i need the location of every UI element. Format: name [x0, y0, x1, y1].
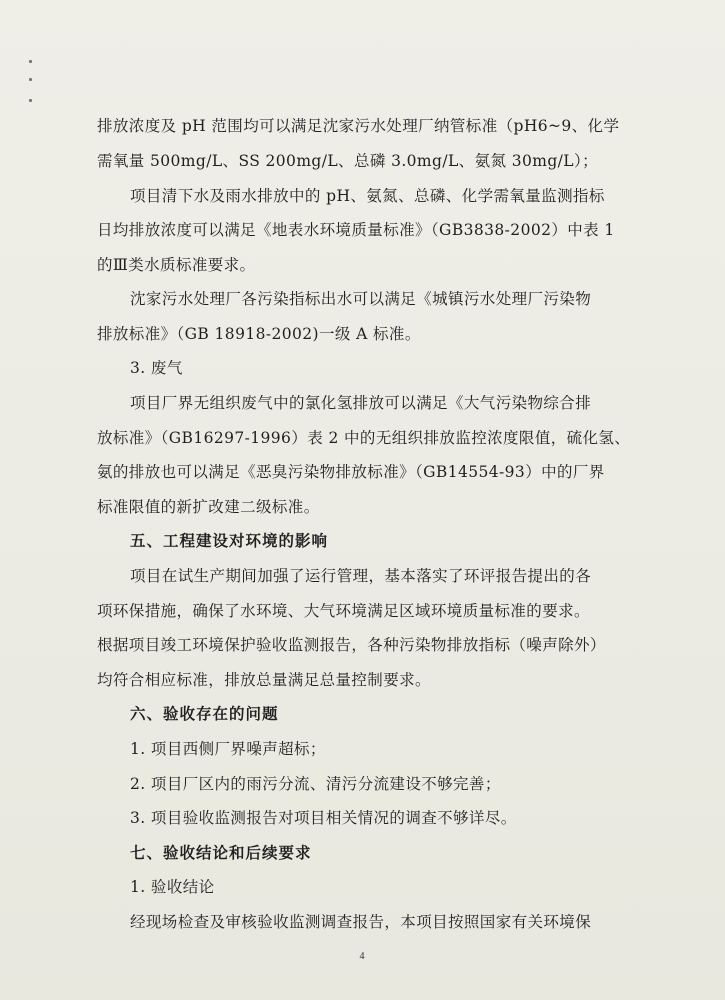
list-item: 3. 项目验收监测报告对项目相关情况的调查不够详尽。 — [130, 809, 517, 827]
section-heading: 五、工程建设对环境的影响 — [130, 531, 329, 550]
paragraph-first-line: 项目清下水及雨水排放中的 pH、氨氮、总磷、化学需氧量监测指标 — [130, 187, 605, 205]
section-heading: 七、验收结论和后续要求 — [130, 843, 312, 862]
scan-mark — [29, 99, 32, 102]
body-text-line: 日均排放浓度可以满足《地表水环境质量标准》（GB3838-2002）中表 1 — [97, 221, 615, 239]
body-text-line: 排放浓度及 pH 范围均可以满足沈家污水处理厂纳管标准（pH6~9、化学 — [97, 117, 620, 135]
body-text-line: 根据项目竣工环境保护验收监测报告，各种污染物排放指标（噪声除外） — [97, 636, 606, 654]
subsection-heading: 1. 验收结论 — [130, 878, 215, 896]
page-number: 4 — [359, 951, 365, 962]
scan-mark — [29, 78, 32, 81]
paragraph-first-line: 沈家污水处理厂各污染指标出水可以满足《城镇污水处理厂污染物 — [130, 290, 592, 308]
subsection-heading: 3. 废气 — [130, 359, 183, 377]
body-text-line: 标准限值的新扩改建二级标准。 — [97, 498, 320, 516]
body-text-line: 项环保措施，确保了水环境、大气环境满足区域环境质量标准的要求。 — [97, 602, 590, 620]
section-heading: 六、验收存在的问题 — [130, 704, 279, 723]
scan-mark — [29, 60, 32, 63]
body-text-line: 均符合相应标准，排放总量满足总量控制要求。 — [97, 671, 431, 689]
body-text-line: 放标准》（GB16297-1996）表 2 中的无组织排放监控浓度限值，硫化氢、 — [97, 429, 631, 447]
list-item: 1. 项目西侧厂界噪声超标； — [130, 740, 326, 758]
body-text-line: 排放标准》（GB 18918-2002)一级 A 标准。 — [97, 325, 421, 343]
body-text-line: 需氧量 500mg/L、SS 200mg/L、总磷 3.0mg/L、氨氮 30mg/L）； — [97, 152, 599, 170]
list-item: 2. 项目厂区内的雨污分流、清污分流建设不够完善； — [130, 775, 501, 793]
paragraph-first-line: 项目厂界无组织废气中的氯化氢排放可以满足《大气污染物综合排 — [130, 394, 592, 412]
body-text-line: 氨的排放也可以满足《恶臭污染物排放标准》（GB14554-93）中的厂界 — [97, 463, 605, 481]
paragraph-first-line: 经现场检查及审核验收监测调查报告，本项目按照国家有关环境保 — [130, 913, 592, 931]
body-text-line: 的Ⅲ类水质标准要求。 — [97, 256, 256, 274]
paragraph-first-line: 项目在试生产期间加强了运行管理，基本落实了环评报告提出的各 — [130, 567, 592, 585]
